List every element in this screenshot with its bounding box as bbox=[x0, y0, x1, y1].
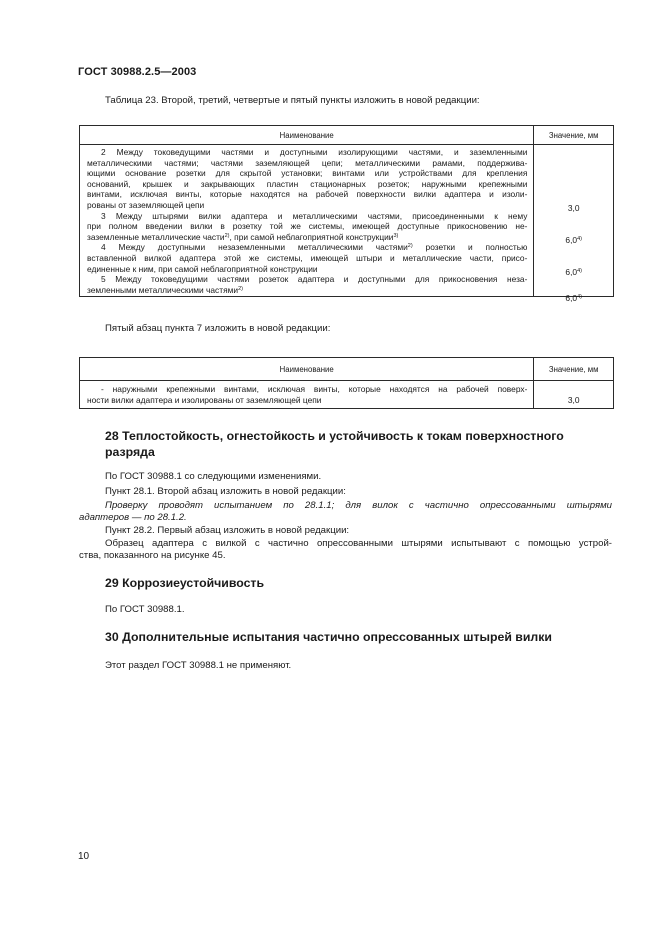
value-row-5: 6,0$^{4)}$ bbox=[565, 293, 582, 303]
section-28-p5: Образец адаптера с вилкой с частично опрессованными штырями испытывают с помощью устрой- bbox=[105, 538, 612, 549]
column-header-name: Наименование bbox=[80, 358, 534, 381]
section-29-p1: По ГОСТ 30988.1. bbox=[105, 604, 185, 615]
table-row: 2 Между токоведущими частями и доступными изолирующими частями, и заземленными металлическими частями; частями заземляющей цепи; металлическими рамами, поддержива- ющими основание розетки для скрытой установки; винтами или устройствами для крепления оснований, крышек и закрывающих пластин стационарных розеток; наружными крепежными винтами, исключая винты, которые находятся на рабочей поверхности вилки адаптера и изоли- рованы от заземляющей цепи bbox=[87, 147, 528, 210]
section-29-title: 29 Коррозиеустойчивость bbox=[105, 576, 265, 590]
section-30-p1: Этот раздел ГОСТ 30988.1 не применяют. bbox=[105, 660, 292, 671]
section-28-p1: По ГОСТ 30988.1 со следующими изменениями. bbox=[105, 471, 322, 482]
clause7-intro: Пятый абзац пункта 7 изложить в новой редакции: bbox=[105, 323, 331, 334]
document-header: ГОСТ 30988.2.5—2003 bbox=[78, 66, 197, 78]
table-row: - наружными крепежными винтами, исключая винты, которые находятся на рабочей поверх- ности вилки адаптера и изолированы от заземляющей цепи bbox=[80, 381, 534, 409]
table-name-cell bbox=[80, 145, 534, 297]
column-header-value: Значение, мм bbox=[534, 126, 614, 145]
section-28-p3: Проверку проводят испытанием по 28.1.1; для вилок с частично опрессованными штырями bbox=[105, 500, 612, 511]
table-value-cell: 3,0 bbox=[534, 381, 614, 409]
column-header-name: Наименование bbox=[80, 126, 534, 145]
section-30-title: 30 Дополнительные испытания частично опрессованных штырей вилки bbox=[105, 630, 552, 644]
page-number: 10 bbox=[78, 851, 90, 862]
value-row-3: 6,0$^{4)}$ bbox=[565, 235, 582, 245]
table-value-cell bbox=[534, 145, 614, 303]
section-28-title: 28 Теплостойкость, огнестойкость и устойчивость к токам поверхностного разряда bbox=[105, 429, 564, 459]
table23-intro: Таблица 23. Второй, третий, четвертые и пятый пункты изложить в новой редакции: bbox=[105, 95, 480, 106]
value-row-4: 6,0$^{4)}$ bbox=[565, 267, 582, 277]
column-header-value: Значение, мм bbox=[534, 358, 614, 381]
table-row: 3 Между штырями вилки адаптера и металлическими частями, присоединенными к нему при полном введении вилки в розетку той же системы, имеющей доступные прикосновению не- заземленные металлические части$^{2)}$, при самой неблагоприятной конструкции$^{3)}$ bbox=[87, 210, 528, 242]
table-row: 5 Между токоведущими частями розеток адаптера и доступными для прикосновения неза- земленными металлическими частями$^{2)}$ bbox=[87, 274, 528, 295]
table-row: 4 Между доступными незаземленными металлическими частями$^{2)}$ розетки и полностью вставленной вилкой адаптера этой же системы, имеющей штыри и металлические части, присо- единенные к ним, при самой неблагоприятной конструкции bbox=[87, 242, 528, 274]
section-28-p2: Пункт 28.1. Второй абзац изложить в новой редакции: bbox=[105, 486, 346, 497]
section-28-p4: Пункт 28.2. Первый абзац изложить в новой редакции: bbox=[105, 525, 350, 536]
table-23 bbox=[79, 125, 614, 303]
value-row-2: 3,0 bbox=[567, 203, 580, 213]
table-clause7 bbox=[79, 357, 614, 409]
